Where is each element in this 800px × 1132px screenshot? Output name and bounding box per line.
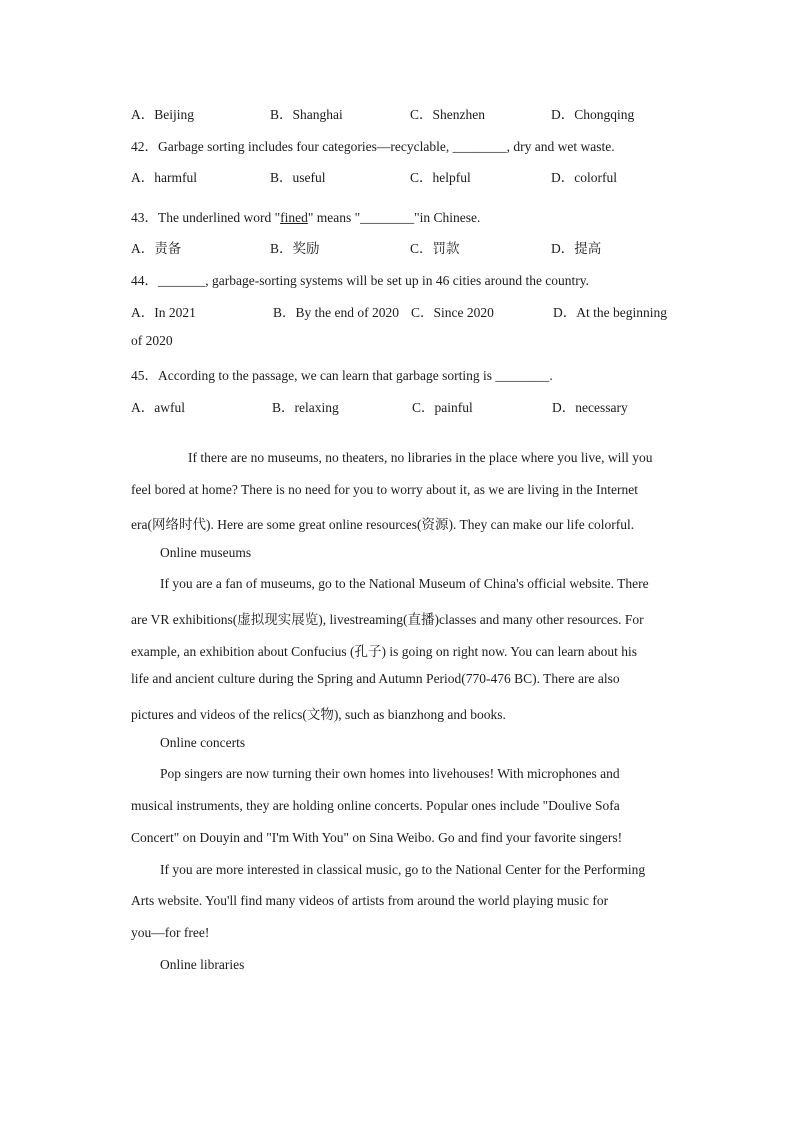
passage-line: pictures and videos of the relics(文物), such as bianzhong and books. — [131, 707, 506, 722]
option-a[interactable]: A．harmful — [131, 170, 197, 185]
passage-line: Arts website. You'll find many videos of artists from around the world playing music for — [131, 893, 609, 908]
option-d-continued: of 2020 — [131, 333, 173, 348]
passage-line: example, an exhibition about Confucius (孔子) is going on right now. You can learn about his — [131, 644, 638, 659]
option-b[interactable]: B．Shanghai — [270, 107, 343, 122]
option-b[interactable]: B．By the end of 2020 — [273, 305, 399, 320]
underlined-word: fined — [280, 210, 308, 225]
passage-line: musical instruments, they are holding online concerts. Popular ones include "Doulive Sofa — [131, 798, 620, 813]
option-c[interactable]: C．Shenzhen — [410, 107, 485, 122]
section-heading-concerts: Online concerts — [160, 735, 246, 750]
passage-line: If you are more interested in classical music, go to the National Center for the Performing — [160, 862, 646, 877]
option-c[interactable]: C．helpful — [410, 170, 471, 185]
stem-before: 43．The underlined word " — [131, 210, 281, 225]
option-d[interactable]: D．colorful — [551, 170, 617, 185]
option-d[interactable]: D．Chongqing — [551, 107, 635, 122]
option-a[interactable]: A．Beijing — [131, 107, 194, 122]
question-44-stem: 44．_______, garbage-sorting systems will be set up in 46 cities around the country. — [131, 273, 590, 288]
passage-line: If you are a fan of museums, go to the National Museum of China's official website. There — [160, 576, 649, 591]
option-d[interactable]: D．提高 — [551, 241, 602, 256]
section-heading-museums: Online museums — [160, 545, 252, 560]
option-c[interactable]: C．Since 2020 — [411, 305, 494, 320]
passage-line: Concert" on Douyin and "I'm With You" on Sina Weibo. Go and find your favorite singers! — [131, 830, 623, 845]
option-a[interactable]: A．In 2021 — [131, 305, 196, 320]
option-b[interactable]: B．奖励 — [270, 241, 320, 256]
option-b[interactable]: B．useful — [270, 170, 326, 185]
passage-line: you—for free! — [131, 925, 210, 940]
option-c[interactable]: C．罚款 — [410, 241, 460, 256]
option-a[interactable]: A．责备 — [131, 241, 182, 256]
option-c[interactable]: C．painful — [412, 400, 473, 415]
option-d[interactable]: D．necessary — [552, 400, 628, 415]
passage-line: feel bored at home? There is no need for you to worry about it, as we are living in the Internet — [131, 482, 638, 497]
question-45-stem: 45．According to the passage, we can learn that garbage sorting is ________. — [131, 368, 553, 383]
passage-line: If there are no museums, no theaters, no libraries in the place where you live, will you — [188, 450, 653, 465]
passage-line: Pop singers are now turning their own homes into livehouses! With microphones and — [160, 766, 620, 781]
passage-line: era(网络时代). Here are some great online resources(资源). They can make our life colorful. — [131, 517, 635, 532]
option-b[interactable]: B．relaxing — [272, 400, 339, 415]
stem-after: " means "________"in Chinese. — [307, 210, 481, 225]
passage-line: are VR exhibitions(虚拟现实展览), livestreaming(直播)classes and many other resources. For — [131, 612, 644, 627]
question-42-stem: 42．Garbage sorting includes four categories—recyclable, ________, dry and wet waste. — [131, 139, 615, 154]
option-d[interactable]: D．At the beginning — [553, 305, 667, 320]
option-a[interactable]: A．awful — [131, 400, 185, 415]
question-43-stem — [131, 206, 480, 226]
section-heading-libraries: Online libraries — [160, 957, 245, 972]
passage-line: life and ancient culture during the Spring and Autumn Period(770-476 BC). There are also — [131, 671, 620, 686]
